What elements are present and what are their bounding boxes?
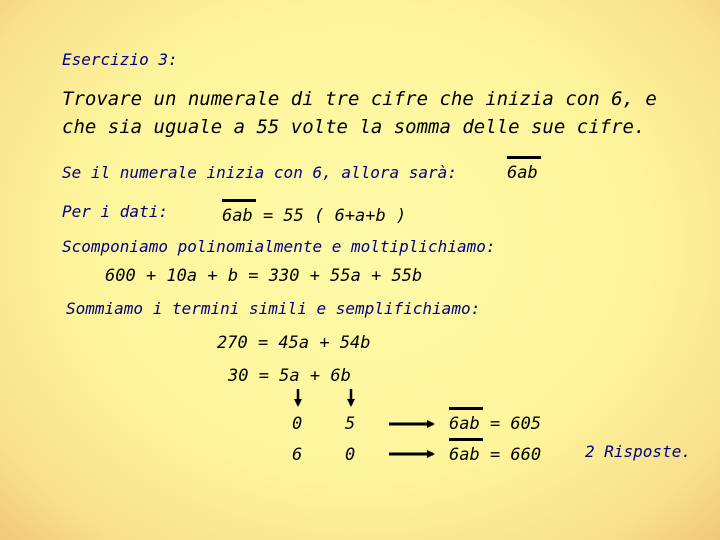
step-2-text: Sommiamo i termini simili e semplifichiamo: <box>66 299 481 318</box>
hypothesis-text: Se il numerale inizia con 6, allora sarà: <box>62 163 457 182</box>
exercise-title: Esercizio 3: <box>62 50 178 69</box>
solution-1-result: 6ab = 605 <box>449 414 542 434</box>
solution-2-result: 6ab = 660 <box>449 445 542 465</box>
equation-4: 30 = 5a + 6b <box>228 366 351 386</box>
problem-line-2: che sia uguale a 55 volte la somma delle sue cifre. <box>62 116 646 138</box>
problem-line-1: Trovare un numerale di tre cifre che inizia con 6, e <box>62 88 657 110</box>
solution-1-b: 5 <box>345 414 356 434</box>
solution-2-a: 6 <box>292 445 303 465</box>
data-label: Per i dati: <box>62 202 168 221</box>
answer-count: 2 Risposte. <box>585 442 691 461</box>
solution-2-b: 0 <box>345 445 356 465</box>
solution-1-a: 0 <box>292 414 303 434</box>
overline-6ab-solution-1 <box>449 407 483 410</box>
hypothesis-number: 6ab <box>507 163 538 183</box>
step-1-text: Scomponiamo polinomialmente e moltiplichiamo: <box>62 237 496 256</box>
overline-6ab-solution-2 <box>449 438 483 441</box>
equation-3: 270 = 45a + 54b <box>217 333 371 353</box>
equation-2: 600 + 10a + b = 330 + 55a + 55b <box>105 266 423 286</box>
equation-1: 6ab = 55 ( 6+a+b ) <box>222 206 407 226</box>
